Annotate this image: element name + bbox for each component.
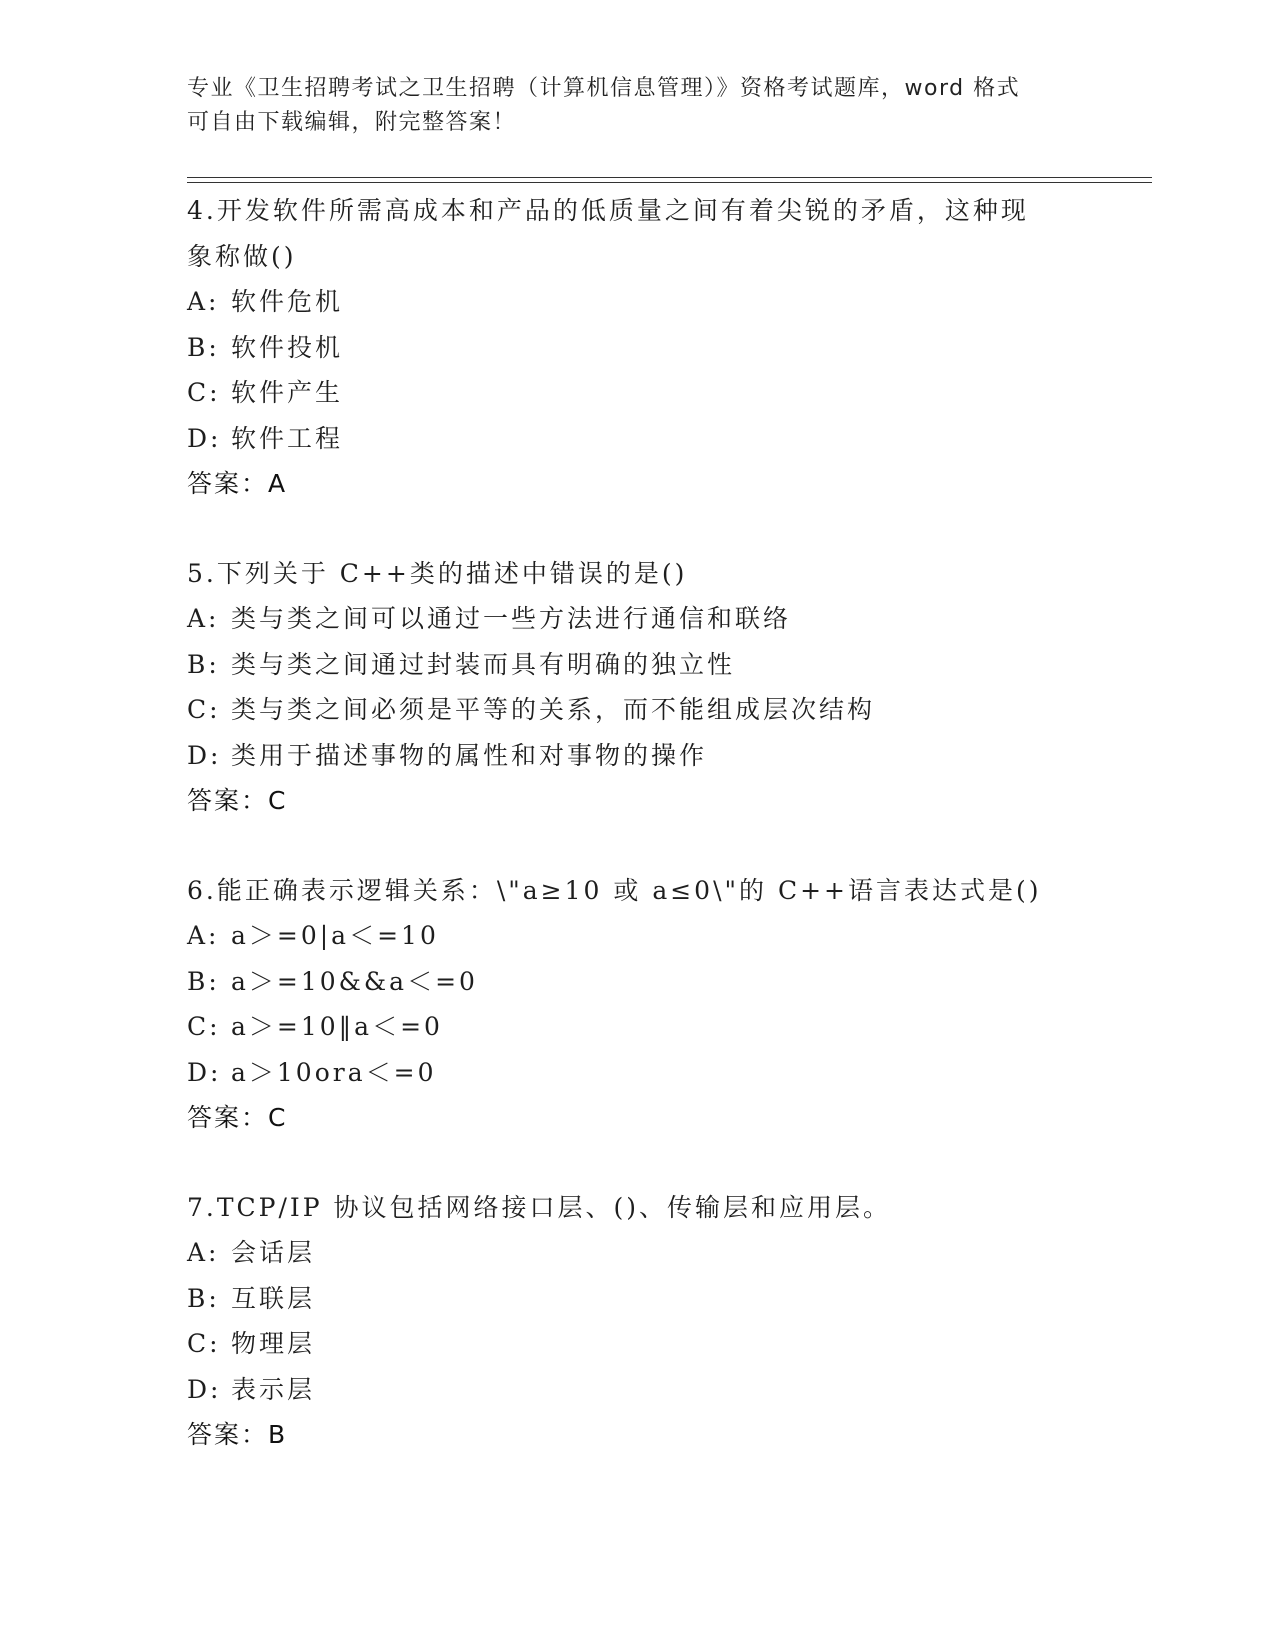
option-text: 类与类之间通过封装而具有明确的独立性 (231, 649, 736, 679)
option-letter: A: (187, 287, 220, 316)
option-a (187, 596, 1087, 642)
option-d (187, 733, 1087, 779)
question-stem-line: 7.TCP/IP 协议包括网络接口层、()、传输层和应用层。 (187, 1192, 892, 1222)
option-a (187, 279, 1087, 325)
option-text: 表示层 (231, 1374, 316, 1404)
header-divider-top (187, 177, 1152, 178)
option-d (187, 416, 1087, 462)
option-text: 软件危机 (231, 287, 344, 316)
header-line-1: 专业《卫生招聘考试之卫生招聘（计算机信息管理）》资格考试题库，word 格式 (187, 76, 1021, 101)
answer-line: 答案：C (187, 786, 288, 815)
option-text: 物理层 (231, 1329, 316, 1358)
option-letter: D: (187, 423, 222, 453)
option-letter: C: (187, 1329, 221, 1358)
question-7 (187, 1185, 1087, 1458)
option-letter: A: (187, 604, 220, 633)
option-text: a＞=10‖a＜=0 (231, 1012, 443, 1041)
option-c (187, 1321, 1087, 1367)
option-text: a＞=10&&a＜=0 (231, 966, 478, 996)
option-text: 互联层 (231, 1283, 316, 1313)
option-letter: D: (187, 1374, 222, 1404)
option-letter: B: (187, 966, 220, 996)
option-b (187, 642, 1087, 688)
option-c (187, 1004, 1087, 1050)
option-letter: B: (187, 1283, 220, 1313)
option-b (187, 325, 1087, 371)
option-d (187, 1367, 1087, 1413)
option-letter: B: (187, 649, 220, 679)
option-c (187, 687, 1087, 733)
option-text: a＞=0|a＜=10 (231, 921, 439, 950)
option-letter: C: (187, 695, 221, 724)
question-stem-line: 6.能正确表示逻辑关系：\"a≥10 或 a≤0\"的 C++语言表达式是() (187, 875, 1042, 905)
option-b (187, 1276, 1087, 1322)
question-stem-line: 4.开发软件所需高成本和产品的低质量之间有着尖锐的矛盾，这种现 (187, 196, 1029, 225)
option-text: 会话层 (231, 1238, 316, 1267)
question-4 (187, 188, 1087, 507)
answer-line: 答案：C (187, 1103, 288, 1132)
option-text: 类与类之间可以通过一些方法进行通信和联络 (231, 604, 792, 633)
option-d (187, 1050, 1087, 1096)
answer-line: 答案：B (187, 1420, 288, 1449)
answer-line: 答案：A (187, 469, 288, 498)
option-letter: D: (187, 740, 222, 770)
option-a (187, 1230, 1087, 1276)
option-b (187, 959, 1087, 1005)
option-text: 软件投机 (231, 332, 344, 362)
option-text: 类用于描述事物的属性和对事物的操作 (231, 740, 708, 770)
option-text: a＞10ora＜=0 (231, 1057, 437, 1087)
option-letter: B: (187, 332, 220, 362)
option-letter: C: (187, 378, 221, 407)
header-line-2: 可自由下载编辑，附完整答案！ (187, 110, 517, 135)
option-text: 类与类之间必须是平等的关系，而不能组成层次结构 (231, 695, 876, 724)
question-stem-line: 象称做() (187, 241, 297, 271)
question-stem-line: 5.下列关于 C++类的描述中错误的是() (187, 558, 688, 588)
question-5 (187, 551, 1087, 824)
option-c (187, 370, 1087, 416)
option-letter: D: (187, 1057, 222, 1087)
option-text: 软件产生 (231, 378, 344, 407)
document-header (187, 72, 1087, 140)
option-a (187, 913, 1087, 959)
question-6 (187, 868, 1087, 1141)
option-letter: A: (187, 1238, 220, 1267)
question-list (187, 188, 1087, 1502)
option-text: 软件工程 (231, 423, 344, 453)
header-divider-bottom (187, 182, 1152, 183)
option-letter: C: (187, 1012, 221, 1041)
option-letter: A: (187, 921, 220, 950)
